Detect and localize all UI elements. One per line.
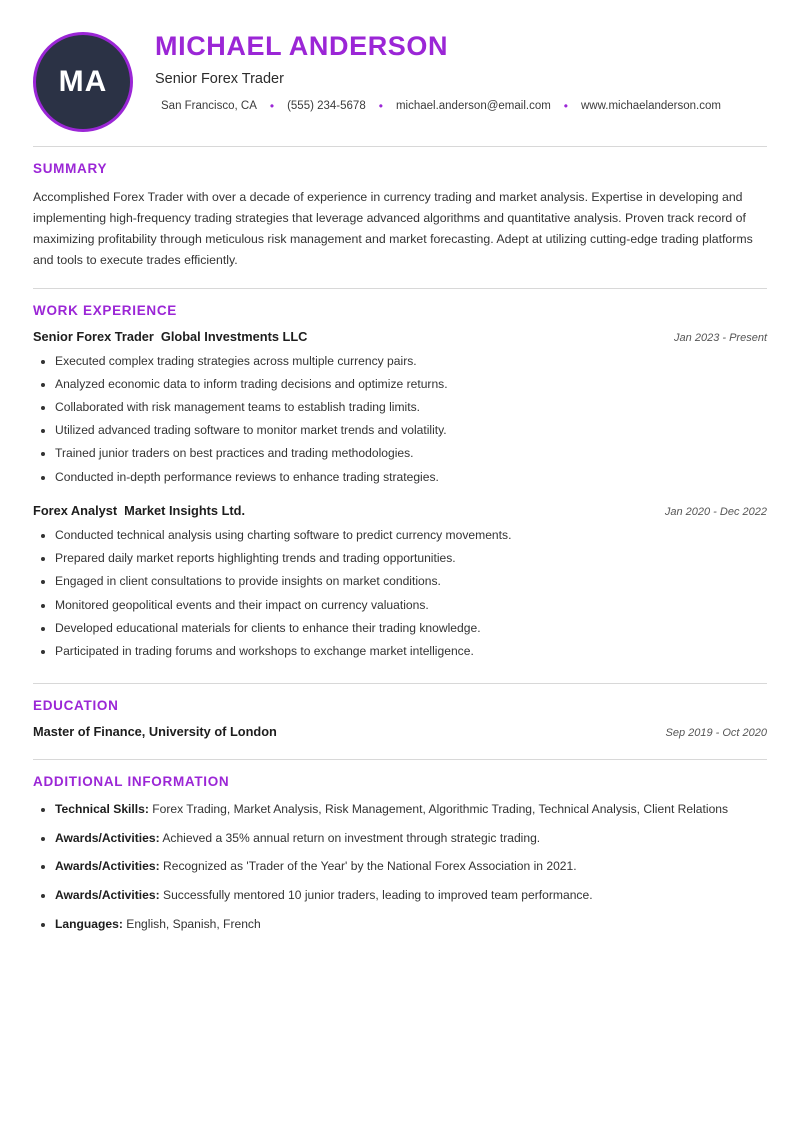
item-label: Awards/Activities: (55, 859, 160, 874)
experience-bullets (33, 524, 767, 663)
list-item: • Developed educational materials for clients to enhance their trading knowledge. (55, 617, 767, 640)
list-item: • Trained junior traders on best practices and trading methodologies. (55, 442, 767, 465)
item-value: Recognized as 'Trader of the Year' by the National Forex Association in 2021. (163, 859, 577, 874)
list-item: • Monitored geopolitical events and their impact on currency valuations. (55, 594, 767, 617)
item-label: Technical Skills: (55, 802, 149, 817)
education-degree: Master of Finance, University of London (33, 724, 277, 740)
bullet-separator-icon: • (563, 98, 568, 113)
item-value: Successfully mentored 10 junior traders, leading to improved team performance. (163, 887, 593, 902)
avatar (33, 32, 133, 132)
item-label: Awards/Activities: (55, 887, 160, 902)
bullet-separator-icon: • (378, 98, 383, 113)
experience-item (33, 329, 767, 489)
contact-email[interactable]: michael.anderson@email.com (395, 99, 551, 112)
page-title: MICHAEL ANDERSON (155, 31, 449, 61)
item-value: Forex Trading, Market Analysis, Risk Management, Algorithmic Trading, Technical Analysis, Client Relations (152, 802, 729, 817)
list-item: • Conducted in-depth performance reviews to enhance trading strategies. (55, 466, 767, 489)
list-item: • Utilized advanced trading software to monitor market trends and volatility. (55, 419, 767, 442)
list-item (55, 886, 767, 906)
section-heading-experience: WORK EXPERIENCE (33, 302, 178, 318)
list-item (55, 915, 767, 935)
job-title: Senior Forex Trader (155, 70, 284, 87)
contact-bar (155, 100, 767, 112)
section-experience (33, 289, 767, 684)
experience-role: Senior Forex Trader (33, 328, 154, 344)
experience-bullets (33, 350, 767, 489)
item-label: Awards/Activities: (55, 830, 160, 845)
summary-text: Accomplished Forex Trader with over a decade of experience in currency trading and market analysis. Expertise in developing and implementing high-frequency trading strategies that leverage advanced algorithms and quantitative analysis. Proven track record of maximizing profitability through meticulous risk management and market forecasting. Adept at utilizing cutting-edge trading platforms and tools to execute trades efficiently. (33, 190, 753, 268)
section-education (33, 684, 767, 759)
list-item: • Collaborated with risk management teams to establish trading limits. (55, 396, 767, 419)
list-item: • Executed complex trading strategies across multiple currency pairs. (55, 350, 767, 373)
list-item: • Conducted technical analysis using charting software to predict currency movements. (55, 524, 767, 547)
list-item: • Participated in trading forums and workshops to exchange market intelligence. (55, 640, 767, 663)
list-item (55, 857, 767, 877)
section-summary (33, 147, 767, 288)
experience-role-company (33, 503, 245, 518)
education-dates: Sep 2019 - Oct 2020 (665, 727, 767, 740)
experience-role: Forex Analyst (33, 502, 118, 518)
resume-header (33, 28, 767, 146)
experience-dates: Jan 2020 - Dec 2022 (664, 505, 767, 518)
section-additional-information (33, 760, 767, 949)
item-value: English, Spanish, French (126, 916, 261, 931)
experience-header (33, 329, 767, 344)
item-label: Languages: (55, 916, 123, 931)
list-item: • Engaged in client consultations to provide insights on market conditions. (55, 570, 767, 593)
education-item (33, 724, 767, 739)
experience-company: Market Insights Ltd. (124, 502, 246, 518)
contact-website[interactable]: www.michaelanderson.com (581, 99, 721, 112)
experience-company: Global Investments LLC (160, 328, 308, 344)
list-item: • Prepared daily market reports highlighting trends and trading opportunities. (55, 547, 767, 570)
experience-header (33, 503, 767, 518)
contact-phone[interactable]: (555) 234-5678 (287, 99, 366, 112)
header-text (133, 28, 767, 112)
experience-dates: Jan 2023 - Present (674, 331, 767, 344)
section-heading-additional-information: ADDITIONAL INFORMATION (33, 774, 230, 790)
list-item (55, 829, 767, 849)
experience-role-company (33, 329, 307, 344)
section-heading-education: EDUCATION (33, 698, 119, 714)
avatar-initials: MA (58, 65, 108, 98)
section-heading-summary: SUMMARY (33, 161, 108, 176)
item-value: Achieved a 35% annual return on investment through strategic trading. (162, 830, 541, 845)
list-item: • Analyzed economic data to inform trading decisions and optimize returns. (55, 373, 767, 396)
additional-list (33, 800, 767, 934)
bullet-separator-icon: • (269, 98, 275, 113)
contact-location: San Francisco, CA (161, 99, 257, 112)
experience-item (33, 503, 767, 663)
list-item (55, 800, 767, 820)
